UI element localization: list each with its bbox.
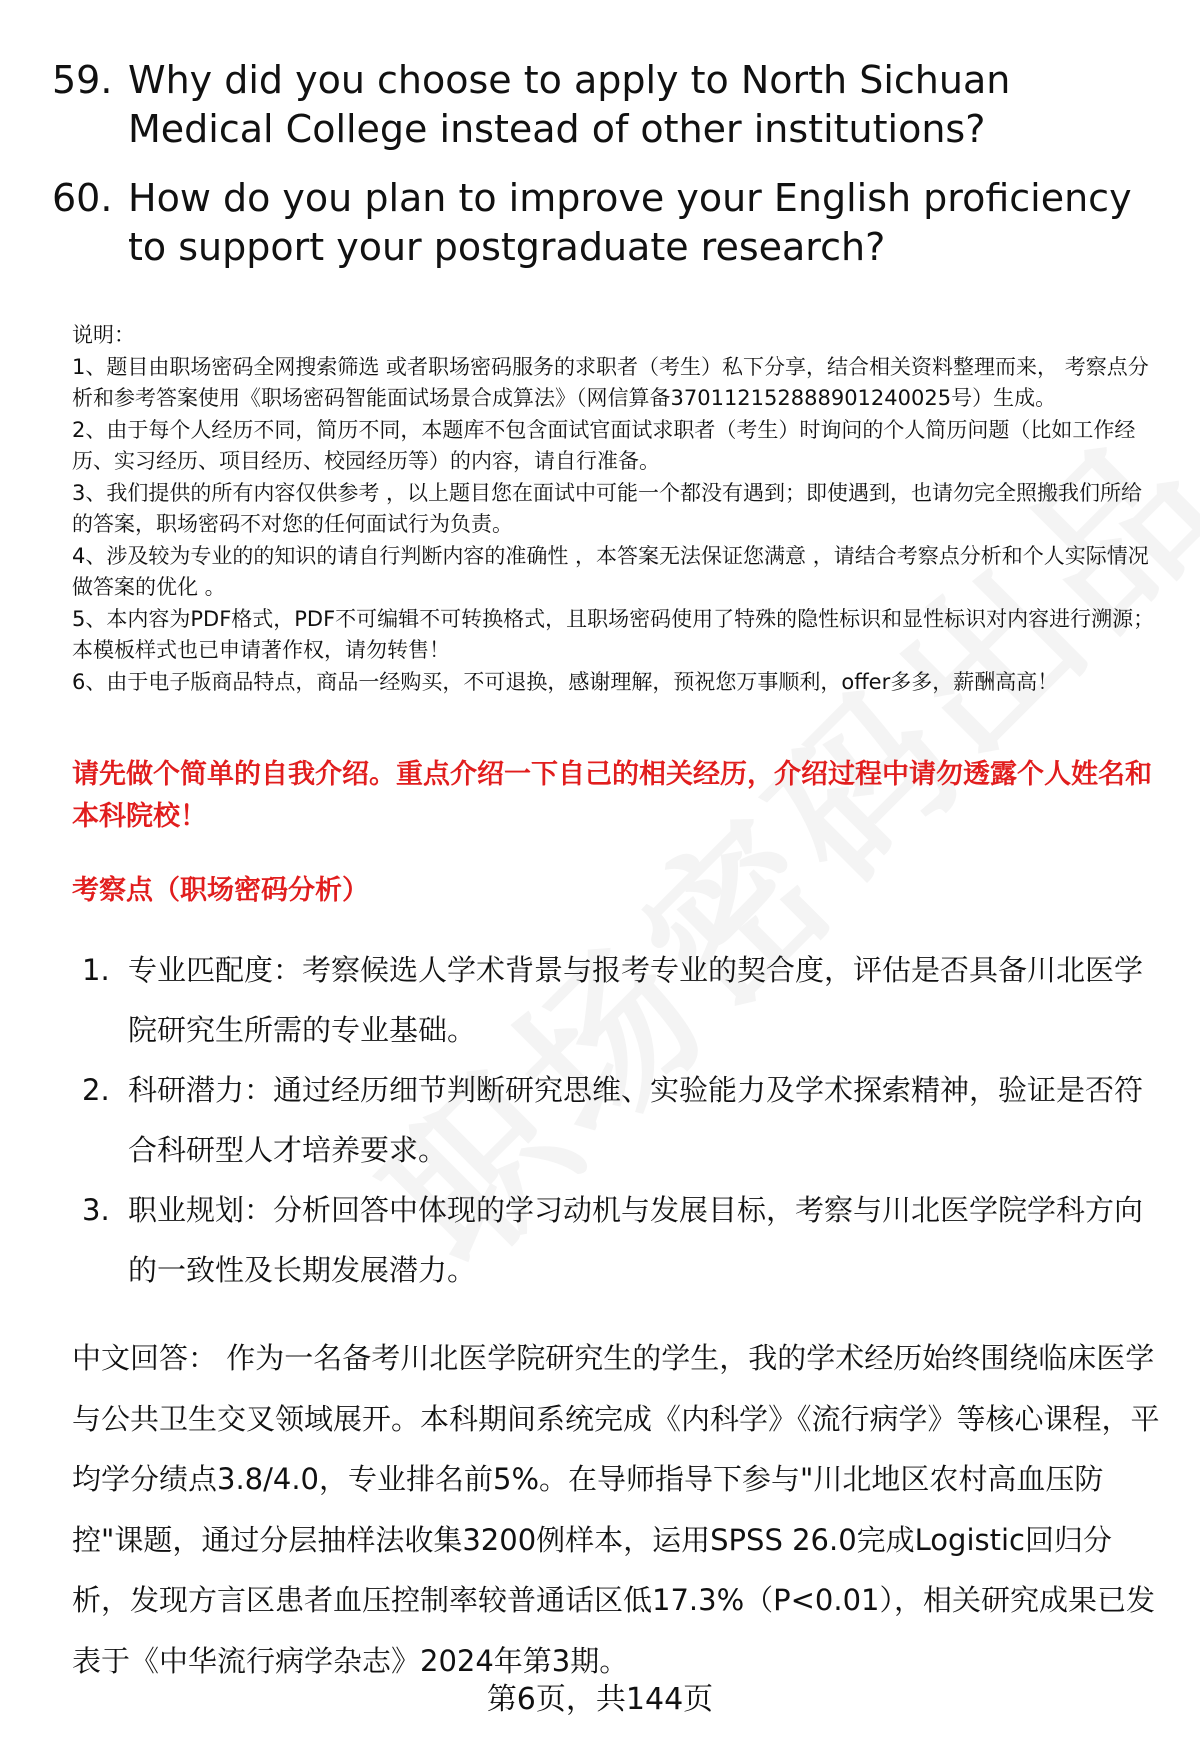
question-text: How do you plan to improve your English proficiency to support your postgraduate research? (128, 176, 1132, 269)
note-item: 4、涉及较为专业的的知识的请自行判断内容的准确性 ，本答案无法保证您满意 ，请结合考察点分析和个人实际情况做答案的优化 。 (72, 543, 1149, 599)
analysis-point (82, 1180, 1162, 1300)
notes-title: 说明： (72, 323, 135, 347)
analysis-point (82, 940, 1162, 1060)
note-item: 6、由于电子版商品特点，商品一经购买，不可退换，感谢理解，预祝您万事顺利，offer多多，薪酬高高！ (72, 669, 1059, 694)
question-number: 59. (52, 58, 113, 102)
point-number: 3. (82, 1193, 110, 1227)
question-59 (52, 56, 1162, 154)
note-item: 3、我们提供的所有内容仅供参考 ，以上题目您在面试中可能一个都没有遇到；即使遇到，也请勿完全照搬我们所给的答案，职场密码不对您的任何面试行为负责。 (72, 480, 1143, 536)
answer-text: 中文回答： 作为一名备考川北医学院研究生的学生，我的学术经历始终围绕临床医学与公共卫生交叉领域展开。本科期间系统完成《内科学》《流行病学》等核心课程，平均学分绩点3.8/4.0，专业排名前5%。在导师指导下参与"川北地区农村高血压防控"课题，通过分层抽样法收集3200例样本，运用SPSS 26.0完成Logistic回归分析，发现方言区患者血压控制率较普通话区低17.3%（P<0.01），相关研究成果已发表于《中华流行病学杂志》2024年第3期。 (72, 1341, 1160, 1678)
page-footer: 第6页，共144页 (486, 1682, 714, 1717)
analysis-heading: 考察点（职场密码分析） (72, 875, 369, 906)
point-number: 1. (82, 953, 110, 987)
note-item: 1、题目由职场密码全网搜索筛选 或者职场密码服务的求职者（考生）私下分享，结合相关资料整理而来， 考察点分析和参考答案使用《职场密码智能面试场景合成算法》（网信算备370112152888901240025号）生成。 (72, 354, 1149, 410)
notes-section (72, 320, 1162, 698)
note-item: 2、由于每个人经历不同，简历不同，本题库不包含面试官面试求职者（考生）时询问的个人简历问题（比如工作经历、实习经历、项目经历、校园经历等）的内容，请自行准备。 (72, 417, 1136, 473)
question-number: 60. (52, 176, 113, 220)
question-title: 请先做个简单的自我介绍。重点介绍一下自己的相关经历，介绍过程中请勿透露个人姓名和本科院校！ (72, 759, 1152, 832)
analysis-points (82, 940, 1162, 1300)
question-text: Why did you choose to apply to North Sichuan Medical College instead of other institutions? (128, 58, 1011, 151)
point-text: 职业规划：分析回答中体现的学习动机与发展目标，考察与川北医学院学科方向的一致性及长期发展潜力。 (128, 1193, 1144, 1287)
point-text: 专业匹配度：考察候选人学术背景与报考专业的契合度，评估是否具备川北医学院研究生所需的专业基础。 (128, 953, 1144, 1047)
point-text: 科研潜力：通过经历细节判断研究思维、实验能力及学术探索精神，验证是否符合科研型人才培养要求。 (128, 1073, 1144, 1167)
note-item: 5、本内容为PDF格式，PDF不可编辑不可转换格式，且职场密码使用了特殊的隐性标识和显性标识对内容进行溯源；本模板样式也已申请著作权，请勿转售！ (72, 606, 1155, 662)
question-60 (52, 174, 1162, 272)
analysis-point (82, 1060, 1162, 1180)
point-number: 2. (82, 1073, 110, 1107)
